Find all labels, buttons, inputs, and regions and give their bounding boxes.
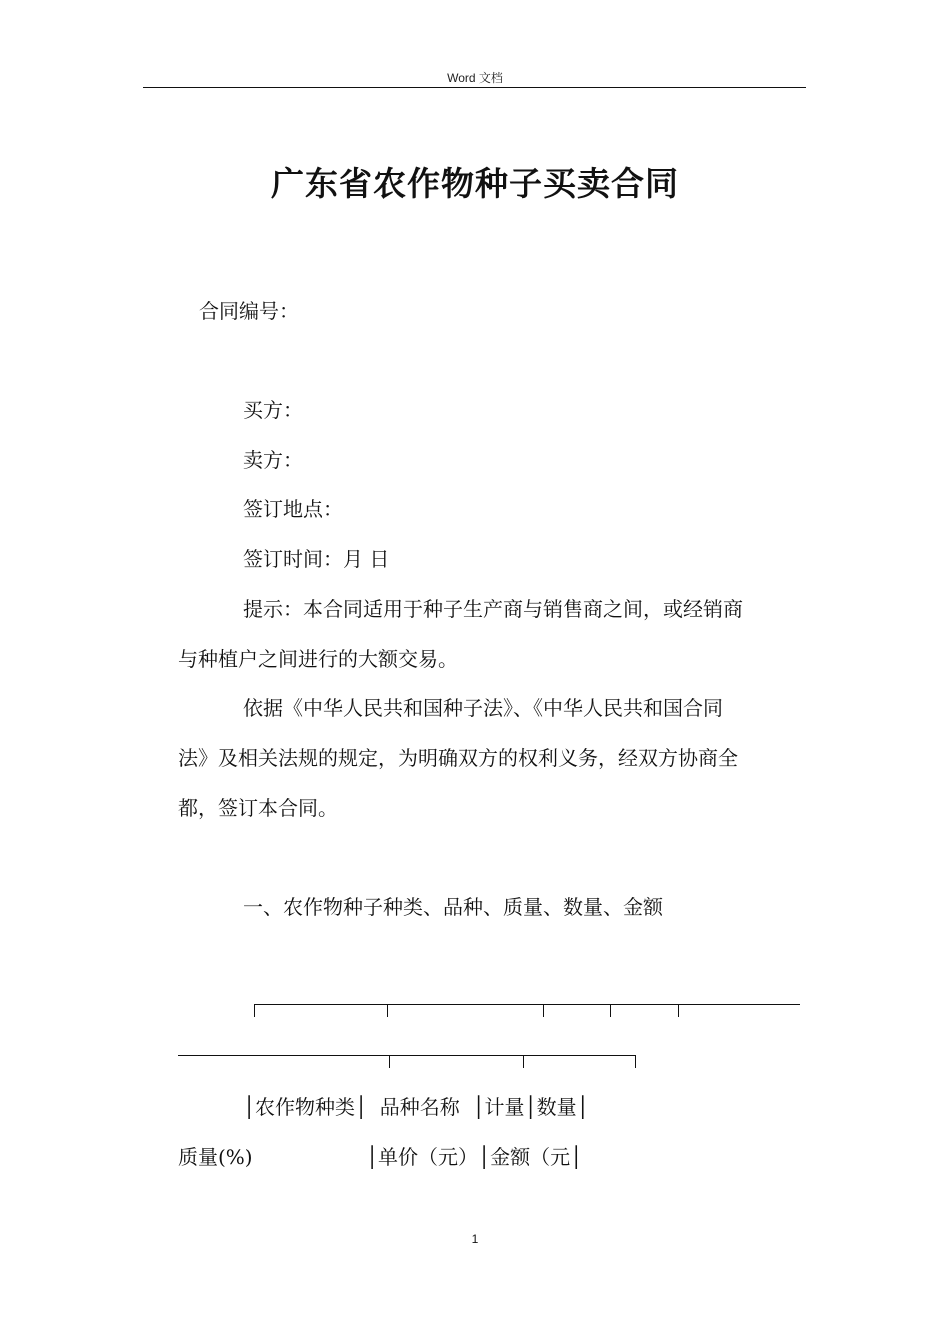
- contract-number-field: 合同编号：: [199, 299, 299, 323]
- sign-place-field: 签订地点：: [243, 497, 343, 521]
- sign-time-field: 签订时间：月 日: [243, 547, 390, 571]
- table-corner-tick: [254, 1004, 255, 1017]
- table-header-quality: 质量(%): [178, 1145, 253, 1169]
- table-top-border: [254, 1004, 800, 1005]
- document-title: 广东省农作物种子买卖合同: [271, 164, 679, 203]
- basis-paragraph-line-3: 都，签订本合同。: [178, 796, 338, 820]
- table-column-tick: [523, 1055, 524, 1068]
- basis-paragraph-line-1: 依据《中华人民共和国种子法》、《中华人民共和国合同: [243, 696, 723, 720]
- section-1-heading: 一、农作物种子种类、品种、质量、数量、金额: [243, 895, 663, 919]
- table-column-tick: [389, 1055, 390, 1068]
- table-column-tick: [678, 1004, 679, 1017]
- table-column-tick: [543, 1004, 544, 1017]
- page-number: 1: [471, 1232, 479, 1246]
- buyer-field: 买方：: [243, 398, 303, 422]
- seller-field: 卖方：: [243, 448, 303, 472]
- table-header-row-2: │单价（元）│金额（元│: [366, 1145, 583, 1169]
- document-header: Word 文档: [447, 71, 503, 85]
- header-rule: [143, 87, 806, 88]
- table-corner-tick: [635, 1055, 636, 1068]
- table-top-border-continued: [178, 1055, 636, 1056]
- table-header-row-1: │农作物种类│ 品种名称 │计量│数量│: [243, 1095, 589, 1119]
- tip-paragraph-line-1: 提示：本合同适用于种子生产商与销售商之间，或经销商: [243, 597, 743, 621]
- table-column-tick: [610, 1004, 611, 1017]
- tip-paragraph-line-2: 与种植户之间进行的大额交易。: [178, 647, 458, 671]
- basis-paragraph-line-2: 法》及相关法规的规定，为明确双方的权利义务，经双方协商全: [178, 746, 738, 770]
- table-column-tick: [387, 1004, 388, 1017]
